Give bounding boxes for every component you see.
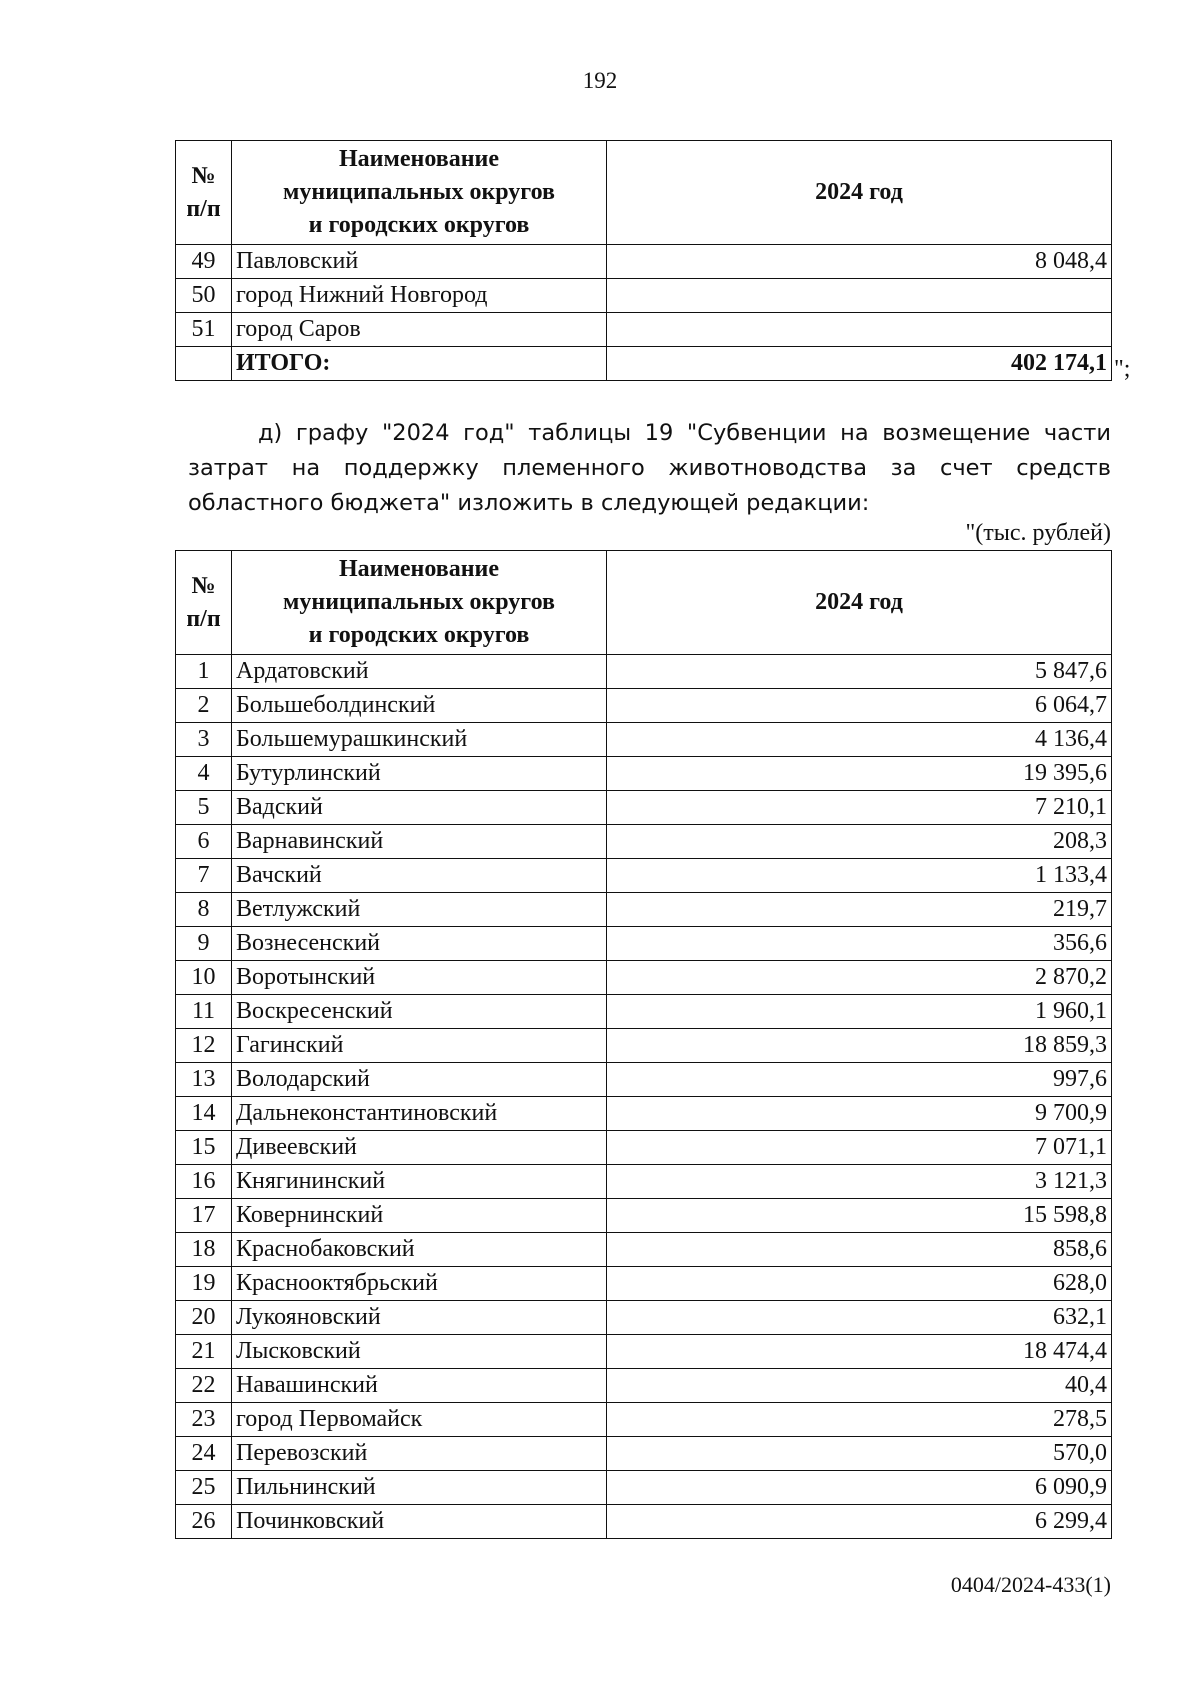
row-number: 15	[176, 1131, 232, 1165]
table-row	[176, 313, 1112, 347]
table-row	[176, 893, 1112, 927]
table-row	[176, 1437, 1112, 1471]
table-row	[176, 1233, 1112, 1267]
district-name: Краснобаковский	[232, 1233, 607, 1267]
row-value: 997,6	[607, 1063, 1112, 1097]
district-name: Лысковский	[232, 1335, 607, 1369]
row-value	[607, 313, 1112, 347]
row-value: 219,7	[607, 893, 1112, 927]
table-row	[176, 1097, 1112, 1131]
district-name: Дальнеконстантиновский	[232, 1097, 607, 1131]
row-number: 16	[176, 1165, 232, 1199]
row-value: 9 700,9	[607, 1097, 1112, 1131]
table-row	[176, 825, 1112, 859]
row-value: 278,5	[607, 1403, 1112, 1437]
row-value: 7 210,1	[607, 791, 1112, 825]
table-row	[176, 1199, 1112, 1233]
row-value: 5 847,6	[607, 655, 1112, 689]
district-name: Навашинский	[232, 1369, 607, 1403]
district-name: Володарский	[232, 1063, 607, 1097]
table-row	[176, 927, 1112, 961]
row-number: 1	[176, 655, 232, 689]
district-name: Варнавинский	[232, 825, 607, 859]
row-value: 628,0	[607, 1267, 1112, 1301]
row-number: 10	[176, 961, 232, 995]
row-number: 9	[176, 927, 232, 961]
row-value: 7 071,1	[607, 1131, 1112, 1165]
district-name: город Нижний Новгород	[232, 279, 607, 313]
row-number: 4	[176, 757, 232, 791]
row-number: 20	[176, 1301, 232, 1335]
table-row	[176, 1267, 1112, 1301]
district-name: Перевозский	[232, 1437, 607, 1471]
row-value: 858,6	[607, 1233, 1112, 1267]
table-row	[176, 859, 1112, 893]
row-value: 3 121,3	[607, 1165, 1112, 1199]
district-name: Павловский	[232, 245, 607, 279]
row-number: 14	[176, 1097, 232, 1131]
table-row	[176, 1029, 1112, 1063]
district-name: Лукояновский	[232, 1301, 607, 1335]
district-name: Ветлужский	[232, 893, 607, 927]
district-name: Краснооктябрьский	[232, 1267, 607, 1301]
district-name: Вачский	[232, 859, 607, 893]
row-number: 2	[176, 689, 232, 723]
district-name: город Первомайск	[232, 1403, 607, 1437]
row-number: 5	[176, 791, 232, 825]
district-name: Ковернинский	[232, 1199, 607, 1233]
district-name: Гагинский	[232, 1029, 607, 1063]
district-name: Дивеевский	[232, 1131, 607, 1165]
district-name: Княгининский	[232, 1165, 607, 1199]
district-name: Вознесенский	[232, 927, 607, 961]
closing-quote: ";	[1114, 356, 1131, 382]
table-row	[176, 689, 1112, 723]
row-number: 23	[176, 1403, 232, 1437]
row-value: 208,3	[607, 825, 1112, 859]
table-row	[176, 1505, 1112, 1539]
row-value: 8 048,4	[607, 245, 1112, 279]
district-name: Бутурлинский	[232, 757, 607, 791]
amendment-paragraph: д) графу "2024 год" таблицы 19 "Субвенции на возмещение части затрат на поддержку племенного животноводства за счет средств областного бюджета" изложить в следующей редакции:	[188, 420, 1111, 516]
table-row	[176, 961, 1112, 995]
row-number: 12	[176, 1029, 232, 1063]
total-row	[176, 347, 1112, 381]
table-header-row	[176, 551, 1112, 655]
district-name: Пильнинский	[232, 1471, 607, 1505]
district-name: Большеболдинский	[232, 689, 607, 723]
table-row	[176, 655, 1112, 689]
table-row	[176, 791, 1112, 825]
district-name: Починковский	[232, 1505, 607, 1539]
header-num: № п/п	[176, 551, 232, 655]
row-number: 6	[176, 825, 232, 859]
row-number: 8	[176, 893, 232, 927]
row-number: 51	[176, 313, 232, 347]
table-row	[176, 1471, 1112, 1505]
table-row	[176, 723, 1112, 757]
table-row	[176, 1301, 1112, 1335]
row-number: 13	[176, 1063, 232, 1097]
table-row	[176, 1369, 1112, 1403]
row-number: 17	[176, 1199, 232, 1233]
row-value	[607, 279, 1112, 313]
row-value: 4 136,4	[607, 723, 1112, 757]
row-value: 6 090,9	[607, 1471, 1112, 1505]
district-name: Вадский	[232, 791, 607, 825]
header-year: 2024 год	[607, 551, 1112, 655]
table-row	[176, 1131, 1112, 1165]
row-value: 632,1	[607, 1301, 1112, 1335]
table-row	[176, 995, 1112, 1029]
units-label: "(тыс. рублей)	[965, 520, 1111, 546]
row-value: 6 299,4	[607, 1505, 1112, 1539]
subsidy-table	[175, 550, 1112, 1539]
row-value: 19 395,6	[607, 757, 1112, 791]
row-value: 18 859,3	[607, 1029, 1112, 1063]
total-num-cell	[176, 347, 232, 381]
table-row	[176, 1165, 1112, 1199]
row-value: 6 064,7	[607, 689, 1112, 723]
row-number: 21	[176, 1335, 232, 1369]
row-value: 18 474,4	[607, 1335, 1112, 1369]
table-header-row	[176, 141, 1112, 245]
header-year: 2024 год	[607, 141, 1112, 245]
row-value: 570,0	[607, 1437, 1112, 1471]
row-number: 3	[176, 723, 232, 757]
table-row	[176, 1063, 1112, 1097]
row-value: 2 870,2	[607, 961, 1112, 995]
table-row	[176, 279, 1112, 313]
row-number: 18	[176, 1233, 232, 1267]
row-number: 22	[176, 1369, 232, 1403]
row-number: 25	[176, 1471, 232, 1505]
row-number: 24	[176, 1437, 232, 1471]
district-name: Воротынский	[232, 961, 607, 995]
table-row	[176, 1335, 1112, 1369]
district-name: город Саров	[232, 313, 607, 347]
row-value: 356,6	[607, 927, 1112, 961]
header-name: Наименование муниципальных округов и городских округов	[232, 551, 607, 655]
row-number: 19	[176, 1267, 232, 1301]
table-continuation	[175, 140, 1112, 381]
district-name: Большемурашкинский	[232, 723, 607, 757]
document-code: 0404/2024-433(1)	[950, 1572, 1111, 1597]
row-number: 11	[176, 995, 232, 1029]
row-number: 50	[176, 279, 232, 313]
total-value: 402 174,1	[607, 347, 1112, 381]
row-number: 7	[176, 859, 232, 893]
header-name: Наименование муниципальных округов и городских округов	[232, 141, 607, 245]
row-number: 49	[176, 245, 232, 279]
table-row	[176, 245, 1112, 279]
district-name: Воскресенский	[232, 995, 607, 1029]
row-value: 1 960,1	[607, 995, 1112, 1029]
table-row	[176, 757, 1112, 791]
row-number: 26	[176, 1505, 232, 1539]
header-num: № п/п	[176, 141, 232, 245]
row-value: 1 133,4	[607, 859, 1112, 893]
district-name: Ардатовский	[232, 655, 607, 689]
row-value: 40,4	[607, 1369, 1112, 1403]
table-row	[176, 1403, 1112, 1437]
page-number: 192	[582, 68, 618, 93]
row-value: 15 598,8	[607, 1199, 1112, 1233]
total-label: ИТОГО:	[232, 347, 607, 381]
